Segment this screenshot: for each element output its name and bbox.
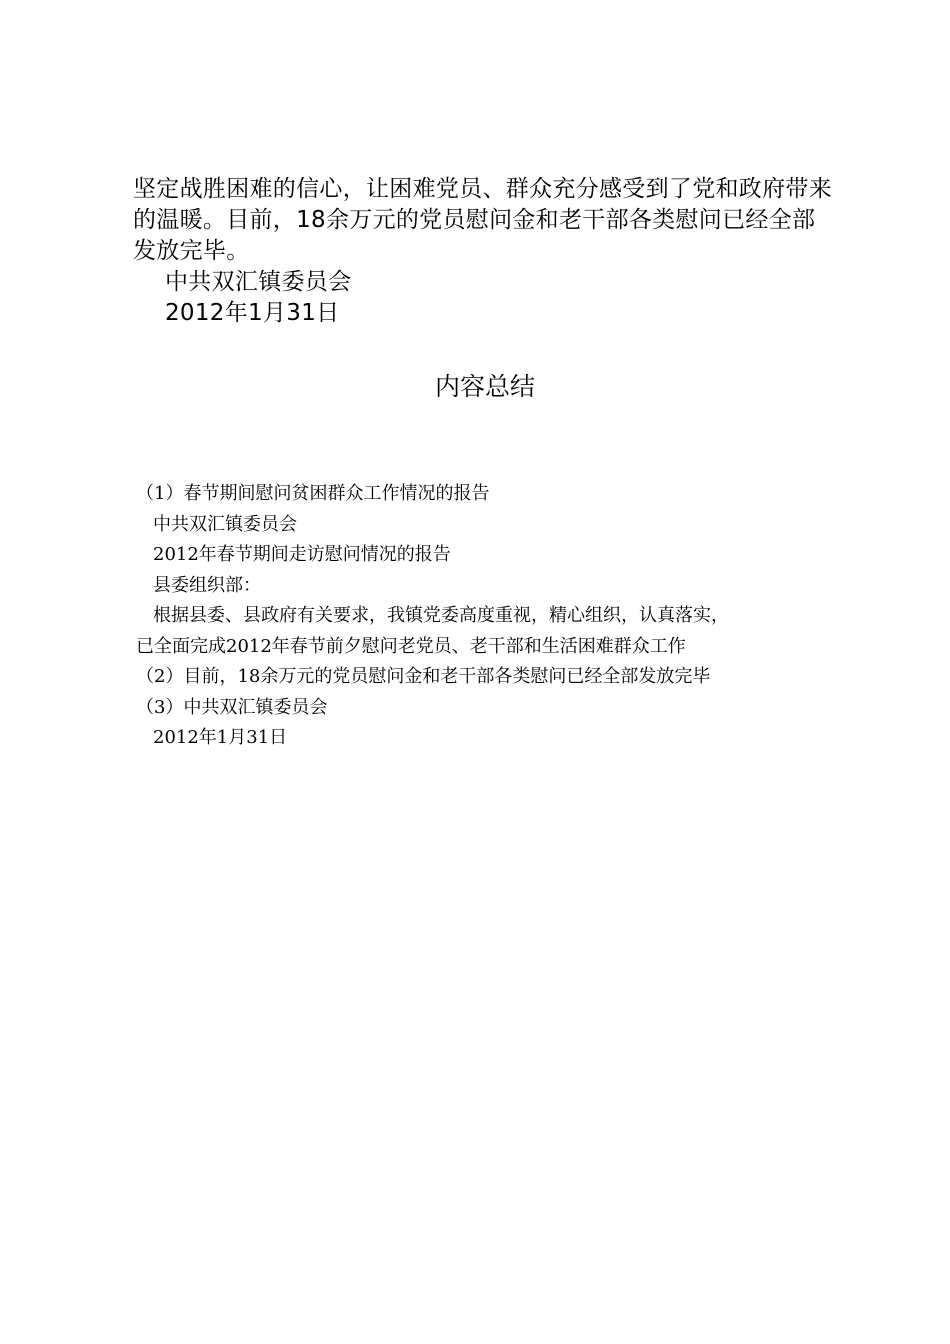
summary-line-6: 已全面完成2012年春节前夕慰问老党员、老干部和生活困难群众工作 <box>136 635 686 657</box>
summary-list <box>136 479 826 754</box>
summary-line-1: （1）春节期间慰问贫困群众工作情况的报告 <box>136 483 490 504</box>
summary-heading: 内容总结 <box>434 372 535 401</box>
summary-line-5: 根据县委、县政府有关要求，我镇党委高度重视，精心组织，认真落实， <box>153 605 729 626</box>
summary-line-2: 中共双汇镇委员会 <box>153 513 297 535</box>
summary-line-4: 县委组织部： <box>153 574 261 596</box>
summary-line-3: 2012年春节期间走访慰问情况的报告 <box>153 544 451 565</box>
report-closing-section <box>133 174 833 329</box>
closing-paragraph: 坚定战胜困难的信心，让困难党员、群众充分感受到了党和政府带来的温暖。目前，18余万元的党员慰问金和老干部各类慰问已经全部发放完毕。 <box>133 176 832 264</box>
summary-line-8: （3）中共双汇镇委员会 <box>136 696 328 718</box>
signature-organization: 中共双汇镇委员会 <box>165 269 352 295</box>
summary-line-7: （2）目前，18余万元的党员慰问金和老干部各类慰问已经全部发放完毕 <box>136 666 711 687</box>
summary-line-9: 2012年1月31日 <box>153 727 288 748</box>
signature-date: 2012年1月31日 <box>165 300 340 326</box>
